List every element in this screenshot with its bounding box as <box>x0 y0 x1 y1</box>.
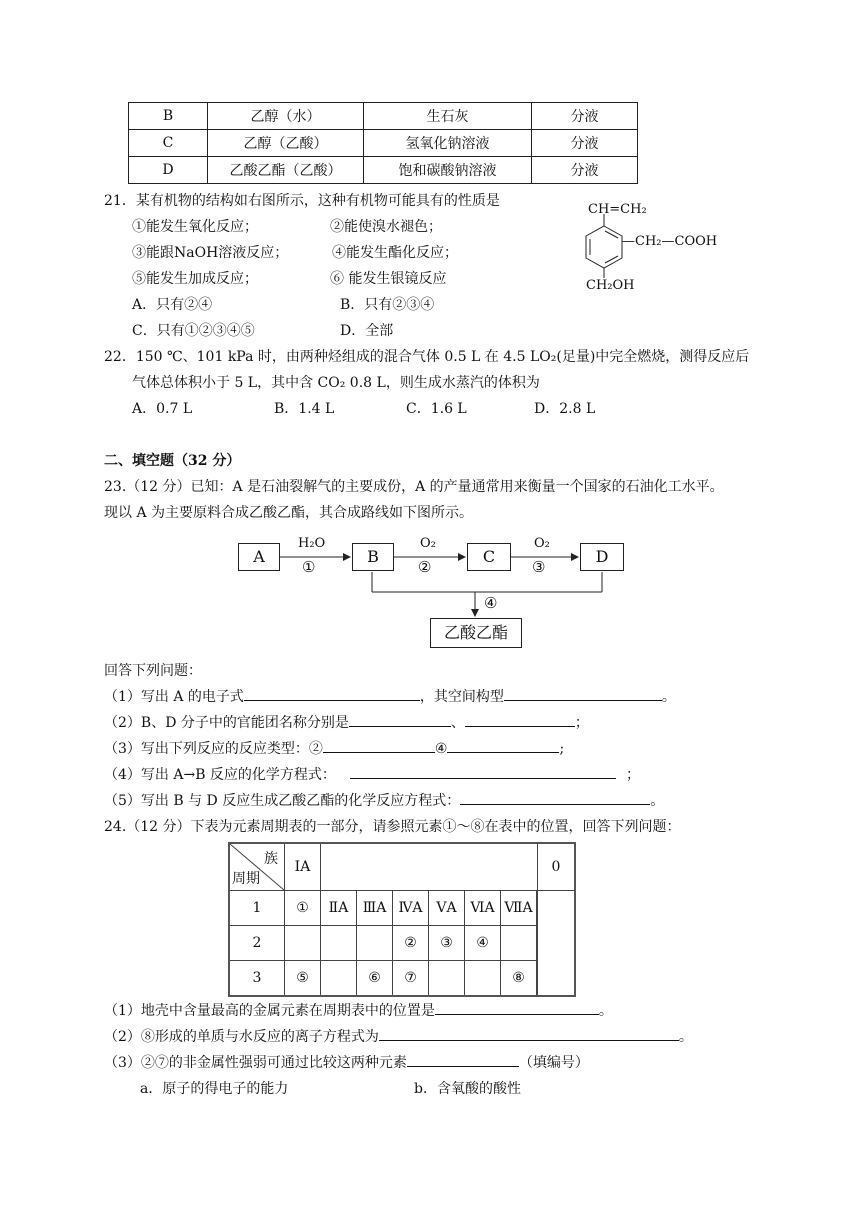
table-cell: ⑦ <box>393 961 429 997</box>
flow-box-d: D <box>580 543 624 571</box>
q22-stem-line1: 22．150 ℃、101 kPa 时，由两种烃组成的混合气体 0.5 L 在 4.5 LO₂(足量)中完全燃烧，测得反应后 <box>104 349 750 365</box>
table-cell: ① <box>285 891 321 926</box>
table-cell <box>537 926 538 961</box>
answer-blank[interactable] <box>349 712 451 727</box>
q24-sub-3 <box>104 1052 589 1072</box>
q21-property-1: ①能发生氧化反应； <box>132 219 258 235</box>
answer-blank[interactable] <box>323 738 435 753</box>
flow-reagent-3: O₂ <box>534 536 550 551</box>
table-cell <box>501 926 537 961</box>
table-cell: 分液 <box>532 157 638 184</box>
struct-vinyl-label: CH=CH₂ <box>588 202 647 217</box>
q23-sub2-end: ； <box>574 715 589 731</box>
q23-sub-5 <box>104 790 664 810</box>
answer-blank[interactable] <box>244 686 420 701</box>
table-cell <box>321 961 357 997</box>
q23-sub2-sep: 、 <box>450 715 465 731</box>
table-cell: ⑥ <box>357 961 393 997</box>
q23-sub-2 <box>104 712 589 732</box>
q23-sub3-mid: ④ <box>434 741 448 757</box>
table-cell <box>285 926 321 961</box>
flow-step-3: ③ <box>532 558 546 576</box>
table-cell <box>321 926 357 961</box>
q23-stem-line1: 23.（12 分）已知：A 是石油裂解气的主要成份，A 的产量通常用来衡量一个国家的石油化工水平。 <box>104 479 724 495</box>
q24-sub1-text: （1）地壳中含量最高的金属元素在周期表中的位置是 <box>104 1003 435 1019</box>
q22-option-c: C．1.6 L <box>406 401 467 417</box>
q23-sub3-end: ; <box>559 741 565 757</box>
table-cell: D <box>129 157 208 184</box>
table-cell: ⑧ <box>501 961 537 997</box>
flow-reagent-2: O₂ <box>420 536 436 551</box>
q21-property-3: ③能跟NaOH溶液反应； <box>132 245 289 261</box>
table-cell: ⅡA <box>321 891 357 926</box>
table-cell <box>321 843 538 891</box>
q21-option-a: A．只有②④ <box>132 297 213 313</box>
q21-property-6: ⑥ 能发生银镜反应 <box>330 271 447 287</box>
q24-sub3-text: （3）②⑦的非金属性强弱可通过比较这两种元素 <box>104 1055 407 1071</box>
table-cell <box>429 961 465 997</box>
answer-blank[interactable] <box>460 790 650 805</box>
table-cell: 生石灰 <box>364 103 532 130</box>
table-cell: ③ <box>429 926 465 961</box>
table-corner-cell <box>229 843 285 891</box>
table-cell: ⅢA <box>357 891 393 926</box>
table-cell: 饱和碳酸钠溶液 <box>364 157 532 184</box>
q23-sub3-text: （3）写出下列反应的反应类型：② <box>104 741 323 757</box>
q21-property-5: ⑤能发生加成反应； <box>132 271 258 287</box>
q22-option-d: D．2.8 L <box>534 401 596 417</box>
q22-stem-line2: 气体总体积小于 5 L，其中含 CO₂ 0.8 L，则生成水蒸汽的体积为 <box>132 375 540 391</box>
q23-sub-4 <box>104 764 640 784</box>
flow-box-c: C <box>467 543 511 571</box>
periodic-table <box>228 842 576 997</box>
table-row <box>229 891 575 926</box>
q23-sub5-text: （5）写出 B 与 D 反应生成乙酸乙酯的化学反应方程式： <box>104 793 461 809</box>
flow-step-4: ④ <box>484 594 498 612</box>
q23-sub2-text: （2）B、D 分子中的官能团名称分别是 <box>104 715 349 731</box>
flow-reagent-1: H₂O <box>298 536 326 551</box>
table-cell: 0 <box>538 843 576 891</box>
q21-option-b: B．只有②③④ <box>340 297 435 313</box>
table-cell: ⅦA <box>501 891 537 926</box>
flow-box-a: A <box>238 543 280 571</box>
struct-hydroxymethyl-label: CH₂OH <box>586 278 635 293</box>
q21-stem: 21．某有机物的结构如右图所示，这种有机物可能具有的性质是 <box>104 193 500 209</box>
table-cell: 乙醇（水） <box>208 103 364 130</box>
answer-blank[interactable] <box>379 1026 679 1041</box>
table-cell: ⑤ <box>285 961 321 997</box>
table-cell: C <box>129 130 208 157</box>
q23-sub-1 <box>104 686 676 706</box>
table-cell: ⅤA <box>429 891 465 926</box>
answer-blank[interactable] <box>407 1052 519 1067</box>
table-cell <box>537 891 538 926</box>
table-cell: B <box>129 103 208 130</box>
struct-acetic-label: —CH₂—COOH <box>622 234 718 249</box>
flow-step-1: ① <box>302 558 316 576</box>
table-cell: 3 <box>229 961 285 997</box>
q23-sub5-end: 。 <box>650 793 665 809</box>
q23-stem-line2: 现以 A 为主要原料合成乙酸乙酯，其合成路线如下图所示。 <box>104 505 474 521</box>
q23-answer-prompt: 回答下列问题： <box>104 663 202 679</box>
q22-option-b: B．1.4 L <box>274 401 335 417</box>
table-row <box>229 961 575 997</box>
corner-group-label: 族 <box>264 851 278 867</box>
q24-option-b: b．含氧酸的酸性 <box>414 1081 521 1097</box>
table-row <box>129 157 638 184</box>
q24-sub2-text: （2）⑧形成的单质与水反应的离子方程式为 <box>104 1029 379 1045</box>
table-cell: ② <box>393 926 429 961</box>
table-cell <box>537 961 538 997</box>
answer-blank[interactable] <box>350 764 616 779</box>
q23-sub4-text: （4）写出 A→B 反应的化学方程式： <box>104 767 336 783</box>
table-row <box>229 843 575 891</box>
q24-sub-1 <box>104 1000 613 1020</box>
q24-sub3-end: （填编号） <box>518 1055 589 1071</box>
section-heading: 二、填空题（32 分） <box>104 453 241 469</box>
table-cell: ⅠA <box>285 843 321 891</box>
table-cell: ⅣA <box>393 891 429 926</box>
answer-blank[interactable] <box>465 712 575 727</box>
table-cell <box>465 961 501 997</box>
q23-sub1-text2: ，其空间构型 <box>419 689 504 705</box>
table-cell: ④ <box>465 926 501 961</box>
table-cell: ⅥA <box>465 891 501 926</box>
corner-period-label: 周期 <box>232 871 260 887</box>
flow-box-product: 乙酸乙酯 <box>430 618 522 648</box>
q24-stem: 24.（12 分）下表为元素周期表的一部分，请参照元素①～⑧在表中的位置，回答下列问题： <box>104 819 681 835</box>
table-cell: 乙醇（乙酸） <box>208 130 364 157</box>
table-cell: 乙酸乙酯（乙酸） <box>208 157 364 184</box>
q24-sub1-end: 。 <box>598 1003 613 1019</box>
table-cell: 1 <box>229 891 285 926</box>
table-row <box>129 103 638 130</box>
q21-option-d: D．全部 <box>340 323 394 339</box>
q21-property-2: ②能使溴水褪色； <box>330 219 442 235</box>
flow-step-2: ② <box>418 558 432 576</box>
answer-blank[interactable] <box>435 1000 599 1015</box>
table-cell: 2 <box>229 926 285 961</box>
separation-table <box>128 102 638 184</box>
answer-blank[interactable] <box>504 686 662 701</box>
q22-option-a: A．0.7 L <box>132 401 193 417</box>
q23-sub4-end: ； <box>625 767 640 783</box>
q23-sub1-text: （1）写出 A 的电子式 <box>104 689 244 705</box>
table-cell: 分液 <box>532 130 638 157</box>
answer-blank[interactable] <box>447 738 559 753</box>
table-row <box>129 130 638 157</box>
table-row <box>229 926 575 961</box>
table-cell: 分液 <box>532 103 638 130</box>
q21-property-4: ④能发生酯化反应； <box>332 245 458 261</box>
q23-sub1-end: 。 <box>661 689 676 705</box>
q24-option-a: a．原子的得电子的能力 <box>140 1081 289 1097</box>
q23-sub-3 <box>104 738 564 758</box>
q21-option-c: C．只有①②③④⑤ <box>132 323 255 339</box>
q24-sub-2 <box>104 1026 693 1046</box>
flow-box-b: B <box>352 543 394 571</box>
table-cell: 氢氧化钠溶液 <box>364 130 532 157</box>
table-cell <box>357 926 393 961</box>
q24-sub2-end: 。 <box>678 1029 693 1045</box>
